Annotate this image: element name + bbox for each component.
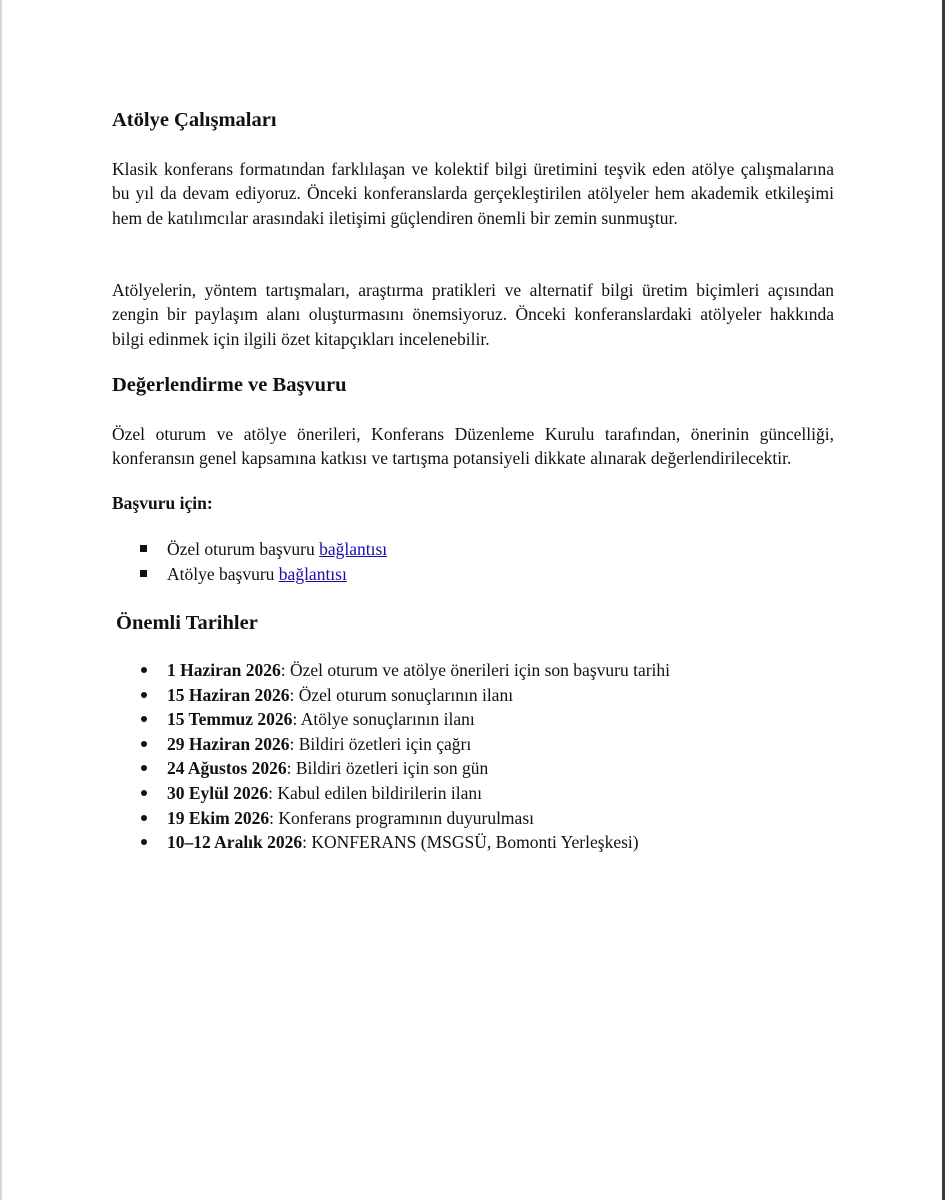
evaluation-paragraph: Özel oturum ve atölye önerileri, Konferans Düzenleme Kurulu tarafından, önerinin güncelliği, konferansın genel kapsamına katkısı ve tartışma potansiyeli dikkate alınarak değerlendirilecektir.: [112, 424, 834, 469]
date-description: : Bildiri özetleri için son gün: [286, 758, 489, 779]
list-item: [112, 756, 670, 781]
page-edge-left: [0, 0, 2, 1200]
date-label: 29 Haziran 2026: [167, 733, 290, 754]
date-description: : Bildiri özetleri için çağrı: [289, 733, 472, 754]
dates-list: [112, 658, 670, 855]
list-item: [112, 707, 670, 732]
apply-item-text: Atölye başvuru: [167, 563, 279, 584]
workshops-heading: Atölye Çalışmaları: [112, 109, 277, 131]
bullet-dot-icon: [141, 692, 147, 698]
date-description: : KONFERANS (MSGSÜ, Bomonti Yerleşkesi): [302, 832, 639, 853]
date-label: 30 Eylül 2026: [167, 782, 269, 803]
bullet-dot-icon: [141, 815, 147, 821]
list-item: [112, 562, 387, 587]
bullet-dot-icon: [141, 741, 147, 747]
apply-label: Başvuru için:: [112, 493, 213, 513]
date-label: 15 Haziran 2026: [167, 684, 290, 705]
square-bullet-icon: [140, 570, 147, 577]
list-item: [112, 732, 670, 757]
list-item: [112, 683, 670, 708]
evaluation-heading: Değerlendirme ve Başvuru: [112, 374, 347, 396]
workshops-paragraph-2: Atölyelerin, yöntem tartışmaları, araştırma pratikleri ve alternatif bilgi üretim biçimleri açısından zengin bir paylaşım alanı oluşturmasını önemsiyoruz. Önceki konferanslardaki atölyeler hakkında bilgi edinmek için ilgili özet kitapçıkları incelenebilir.: [112, 280, 834, 349]
workshops-paragraph-1: Klasik konferans formatından farklılaşan ve kolektif bilgi üretimini teşvik eden atölye çalışmalarına bu yıl da devam ediyoruz. Önceki konferanslarda gerçekleştirilen atölyeler hem akademik etkileşimi hem de katılımcılar arasındaki iletişimi güçlendiren önemli bir zemin sunmuştur.: [112, 159, 834, 228]
bullet-dot-icon: [141, 667, 147, 673]
list-item: [112, 537, 387, 562]
date-label: 10–12 Aralık 2026: [167, 832, 303, 853]
bullet-dot-icon: [141, 839, 147, 845]
list-item: [112, 781, 670, 806]
date-description: : Konferans programının duyurulması: [269, 807, 534, 828]
special-session-apply-link[interactable]: bağlantısı: [319, 539, 388, 559]
bullet-dot-icon: [141, 765, 147, 771]
date-label: 19 Ekim 2026: [167, 807, 270, 828]
date-description: : Özel oturum sonuçlarının ilanı: [289, 684, 514, 705]
date-label: 24 Ağustos 2026: [167, 758, 287, 779]
list-item: [112, 806, 670, 831]
dates-heading: Önemli Tarihler: [116, 612, 258, 634]
apply-item-text: Özel oturum başvuru: [167, 539, 320, 559]
list-item: [112, 658, 670, 683]
square-bullet-icon: [140, 545, 147, 552]
date-description: : Atölye sonuçlarının ilanı: [292, 709, 475, 730]
date-description: : Kabul edilen bildirilerin ilanı: [268, 782, 482, 803]
bullet-dot-icon: [141, 790, 147, 796]
bullet-dot-icon: [141, 716, 147, 722]
date-description: : Özel oturum ve atölye önerileri için son başvuru tarihi: [280, 660, 671, 680]
date-label: 15 Temmuz 2026: [167, 709, 293, 730]
apply-list: [112, 537, 387, 586]
list-item: [112, 830, 670, 855]
workshop-apply-link[interactable]: bağlantısı: [278, 563, 347, 584]
date-label: 1 Haziran 2026: [167, 660, 281, 680]
